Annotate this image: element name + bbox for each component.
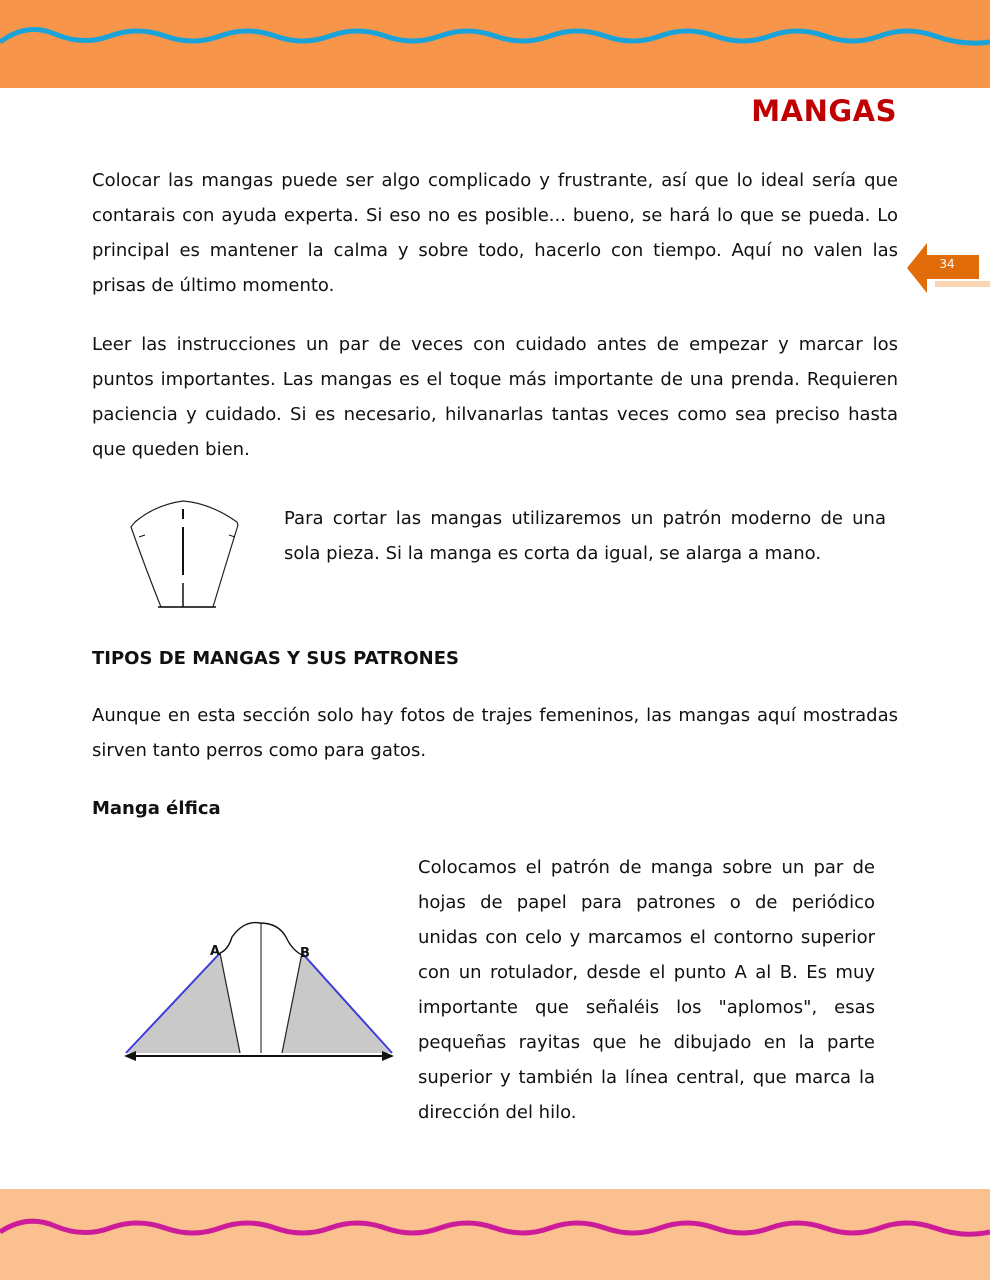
footer-wave-decoration xyxy=(0,1206,990,1256)
elfica-sleeve-diagram xyxy=(120,915,395,1065)
intro-paragraph: Colocar las mangas puede ser algo complicado y frustrante, así que lo ideal sería que contarais con ayuda experta. Si eso no es posible... bueno, se hará lo que se pueda. Lo principal es mantener la calma y sobre todo, hacerlo con tiempo. Aquí no valen las prisas de último momento. xyxy=(92,170,898,296)
instructions-paragraph: Leer las instrucciones un par de veces con cuidado antes de empezar y marcar los puntos importantes. Las mangas es el toque más importante de una prenda. Requieren paciencia y cuidado. Si es necesario, hilvanarlas tantas veces como sea preciso hasta que queden bien. xyxy=(92,334,898,460)
elfica-paragraph: Colocamos el patrón de manga sobre un par de hojas de papel para patrones o de periódico unidas con celo y marcamos el contorno superior con un rotulador, desde el punto A al B. Es muy importante que señaléis los "aplomos", esas pequeñas rayitas que he dibujado en la parte superior y también la línea central, que marca la dirección del hilo. xyxy=(418,857,875,1123)
header-wave-decoration xyxy=(0,12,990,62)
pattern-note-paragraph: Para cortar las mangas utilizaremos un patrón moderno de una sola pieza. Si la manga es corta da igual, se alarga a mano. xyxy=(284,508,886,564)
point-a-label: A xyxy=(210,944,221,959)
page-number: 34 xyxy=(939,257,955,271)
types-intro-paragraph: Aunque en esta sección solo hay fotos de trajes femeninos, las mangas aquí mostradas sirven tanto perros como para gatos. xyxy=(92,705,898,761)
section-heading-types: TIPOS DE MANGAS Y SUS PATRONES xyxy=(92,648,459,669)
subheading-manga-elfica: Manga élfica xyxy=(92,798,221,819)
sleeve-pattern-image xyxy=(125,497,247,613)
point-b-label: B xyxy=(300,946,310,961)
page-title: MANGAS xyxy=(751,94,897,128)
